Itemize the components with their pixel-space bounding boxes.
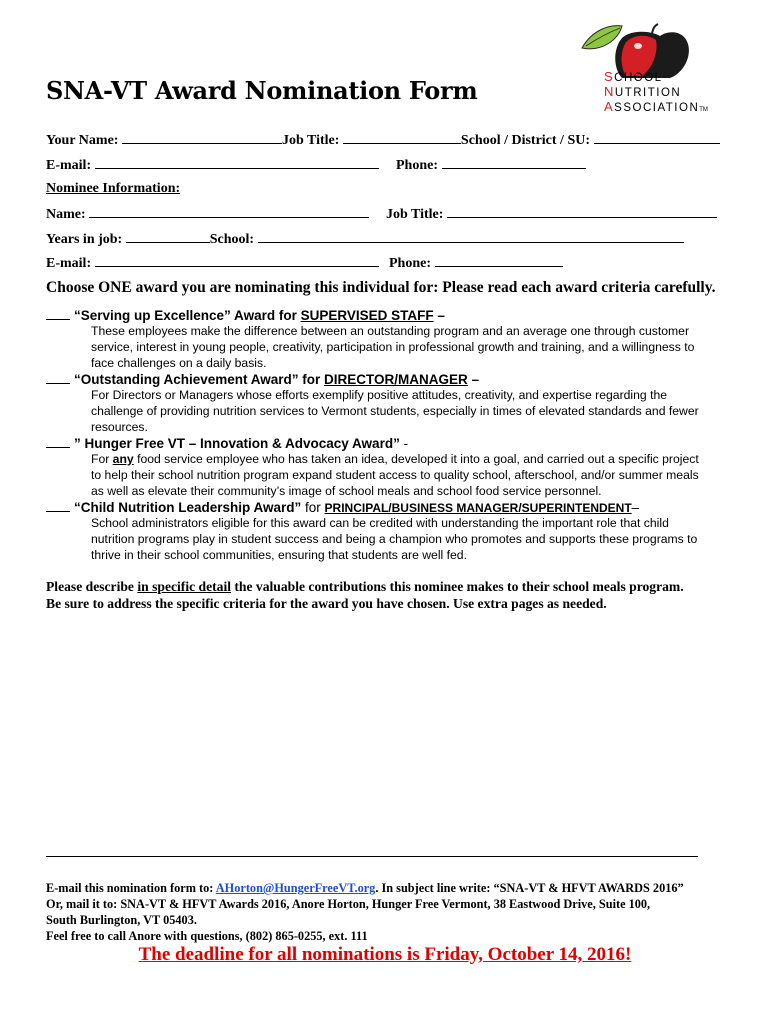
- award-description: [91, 515, 731, 563]
- award-title: “Outstanding Achievement Award” for: [74, 372, 325, 387]
- award-child-nutrition-leadership: [46, 499, 639, 515]
- page-title: SNA-VT Award Nomination Form: [46, 76, 478, 105]
- choose-award-instruction: Choose ONE award you are nominating this individual for: Please read each award criteria carefully.: [46, 279, 716, 296]
- your-name-field[interactable]: [122, 131, 282, 144]
- job-title-label: Job Title:: [281, 133, 340, 148]
- description-line: nutrition programs play in student success and being a champion who promotes and supports these programs to: [91, 532, 698, 546]
- nominee-school-label: School:: [209, 232, 255, 247]
- nominee-phone-label: Phone:: [389, 256, 431, 271]
- nominee-name-field[interactable]: [89, 205, 369, 218]
- call-instruction: Feel free to call Anore with questions, (802) 865-0255, ext. 111: [46, 929, 368, 943]
- nominee-phone-field[interactable]: [435, 254, 563, 267]
- description-line: These employees make the difference between an outstanding program and an average one through customer: [91, 324, 690, 338]
- nominator-row-2: [46, 156, 379, 174]
- description-line: challenge of providing nutrition services to Vermont students, especially in times of elevated standards and fewer: [91, 404, 699, 418]
- nominee-email-label: E-mail:: [46, 256, 92, 271]
- email-instruction: [46, 880, 684, 896]
- nominee-info-heading: Nominee Information:: [46, 181, 181, 196]
- award-category: DIRECTOR/MANAGER: [324, 372, 468, 387]
- describe-pre: Please describe: [46, 579, 138, 594]
- logo-initial: S: [604, 69, 615, 84]
- phone-label: Phone:: [396, 158, 438, 173]
- logo-wordmark: [604, 70, 708, 117]
- nominee-name-label: Name:: [46, 207, 86, 222]
- award-checkbox-blank[interactable]: [46, 371, 70, 384]
- award-title: “Child Nutrition Leadership Award”: [74, 500, 302, 515]
- logo-initial: N: [604, 84, 615, 99]
- description-rest: food service employee who has taken an idea, developed it into a goal, and carried out a specific project: [133, 452, 699, 466]
- email-field[interactable]: [95, 156, 379, 169]
- award-title-dash: -: [399, 436, 409, 451]
- nominee-row-3: [46, 254, 379, 272]
- description-line: service, interest in young people, creativity, participation in professional growth and training, and a willingness to: [91, 340, 695, 354]
- nominee-job-title-field[interactable]: [447, 205, 717, 218]
- award-serving-up-excellence: [46, 307, 445, 323]
- nominee-row-1: [46, 205, 369, 223]
- job-title-field[interactable]: [343, 131, 461, 144]
- description-line: face challenges on a daily basis.: [91, 356, 267, 370]
- award-description: [91, 387, 731, 435]
- award-title-for: for: [301, 500, 325, 515]
- phone-field[interactable]: [442, 156, 586, 169]
- description-line: [91, 451, 731, 467]
- nominee-job-title-label: Job Title:: [386, 207, 444, 222]
- award-category: SUPERVISED STAFF: [300, 308, 434, 323]
- nominator-row-2-phone: [396, 156, 586, 174]
- nomination-writing-area[interactable]: [46, 618, 698, 848]
- description-line: resources.: [91, 420, 148, 434]
- award-title: “Serving up Excellence” Award for: [74, 308, 301, 323]
- nominee-section-label: [46, 181, 180, 197]
- deadline-notice: The deadline for all nominations is Friday, October 14, 2016!: [138, 944, 632, 965]
- nominee-row-3-phone: [389, 254, 563, 272]
- nominee-row-1-job: [386, 205, 717, 223]
- description-line: as well as elevate their community’s image of school meals and school food service personnel.: [91, 484, 602, 498]
- award-checkbox-blank[interactable]: [46, 435, 70, 448]
- email-label: E-mail:: [46, 158, 92, 173]
- years-label: Years in job:: [46, 232, 123, 247]
- email-link[interactable]: AHorton@HungerFreeVT.org: [215, 881, 376, 895]
- description-line: thrive in their school communities, ensuring that students are well fed.: [91, 548, 467, 562]
- award-title-dash: –: [631, 500, 640, 515]
- describe-line-2: Be sure to address the specific criteria for the award you have chosen. Use extra pages as needed.: [46, 596, 607, 611]
- school-label: School / District / SU:: [460, 133, 591, 148]
- describe-post: the valuable contributions this nominee makes to their school meals program.: [231, 579, 684, 594]
- nominee-email-field[interactable]: [95, 254, 379, 267]
- award-outstanding-achievement: [46, 371, 479, 387]
- sna-logo: [578, 22, 728, 112]
- years-field[interactable]: [126, 230, 210, 243]
- logo-word: UTRITION: [614, 87, 682, 99]
- describe-instruction: [46, 578, 684, 612]
- logo-initial: A: [604, 99, 615, 114]
- description-line: For Directors or Managers whose efforts exemplify positive attitudes, creativity, and expertise regarding the: [91, 388, 668, 402]
- description-line: to help their school nutrition program expand student access to quality school, afterschool, and/or summer meals: [91, 468, 699, 482]
- describe-line-1: [46, 578, 684, 595]
- trademark: TM: [699, 107, 708, 113]
- award-title-dash: –: [433, 308, 445, 323]
- description-emphasis: any: [112, 452, 134, 466]
- nominee-school-field[interactable]: [258, 230, 684, 243]
- award-title-dash: –: [467, 372, 480, 387]
- award-description: [91, 323, 731, 371]
- nominator-row-1: [46, 131, 720, 149]
- separator-line: [46, 856, 698, 857]
- description-line: School administrators eligible for this award can be credited with understanding the important role that child: [91, 516, 669, 530]
- describe-emphasis: in specific detail: [137, 579, 231, 594]
- award-hunger-free-vt: [46, 435, 408, 451]
- mail-city: South Burlington, VT 05403.: [46, 913, 197, 927]
- logo-word: CHOOL: [614, 72, 663, 84]
- award-checkbox-blank[interactable]: [46, 307, 70, 320]
- award-category: PRINCIPAL/BUSINESS MANAGER/SUPERINTENDENT: [324, 501, 632, 515]
- school-field[interactable]: [594, 131, 720, 144]
- logo-word: SSOCIATION: [614, 102, 700, 114]
- award-description: [91, 451, 731, 499]
- description-prefix: For: [91, 452, 113, 466]
- email-instruction-pre: E-mail this nomination form to:: [46, 881, 216, 895]
- submission-instructions: [46, 880, 684, 944]
- nominee-row-2: [46, 230, 684, 248]
- your-name-label: Your Name:: [46, 133, 119, 148]
- award-title: ” Hunger Free VT – Innovation & Advocacy Award”: [74, 436, 400, 451]
- award-checkbox-blank[interactable]: [46, 499, 70, 512]
- mail-instruction: Or, mail it to: SNA-VT & HFVT Awards 2016, Anore Horton, Hunger Free Vermont, 38 Eastwood Drive, Suite 100,: [46, 897, 651, 911]
- email-instruction-post: . In subject line write: “SNA-VT & HFVT AWARDS 2016”: [375, 881, 684, 895]
